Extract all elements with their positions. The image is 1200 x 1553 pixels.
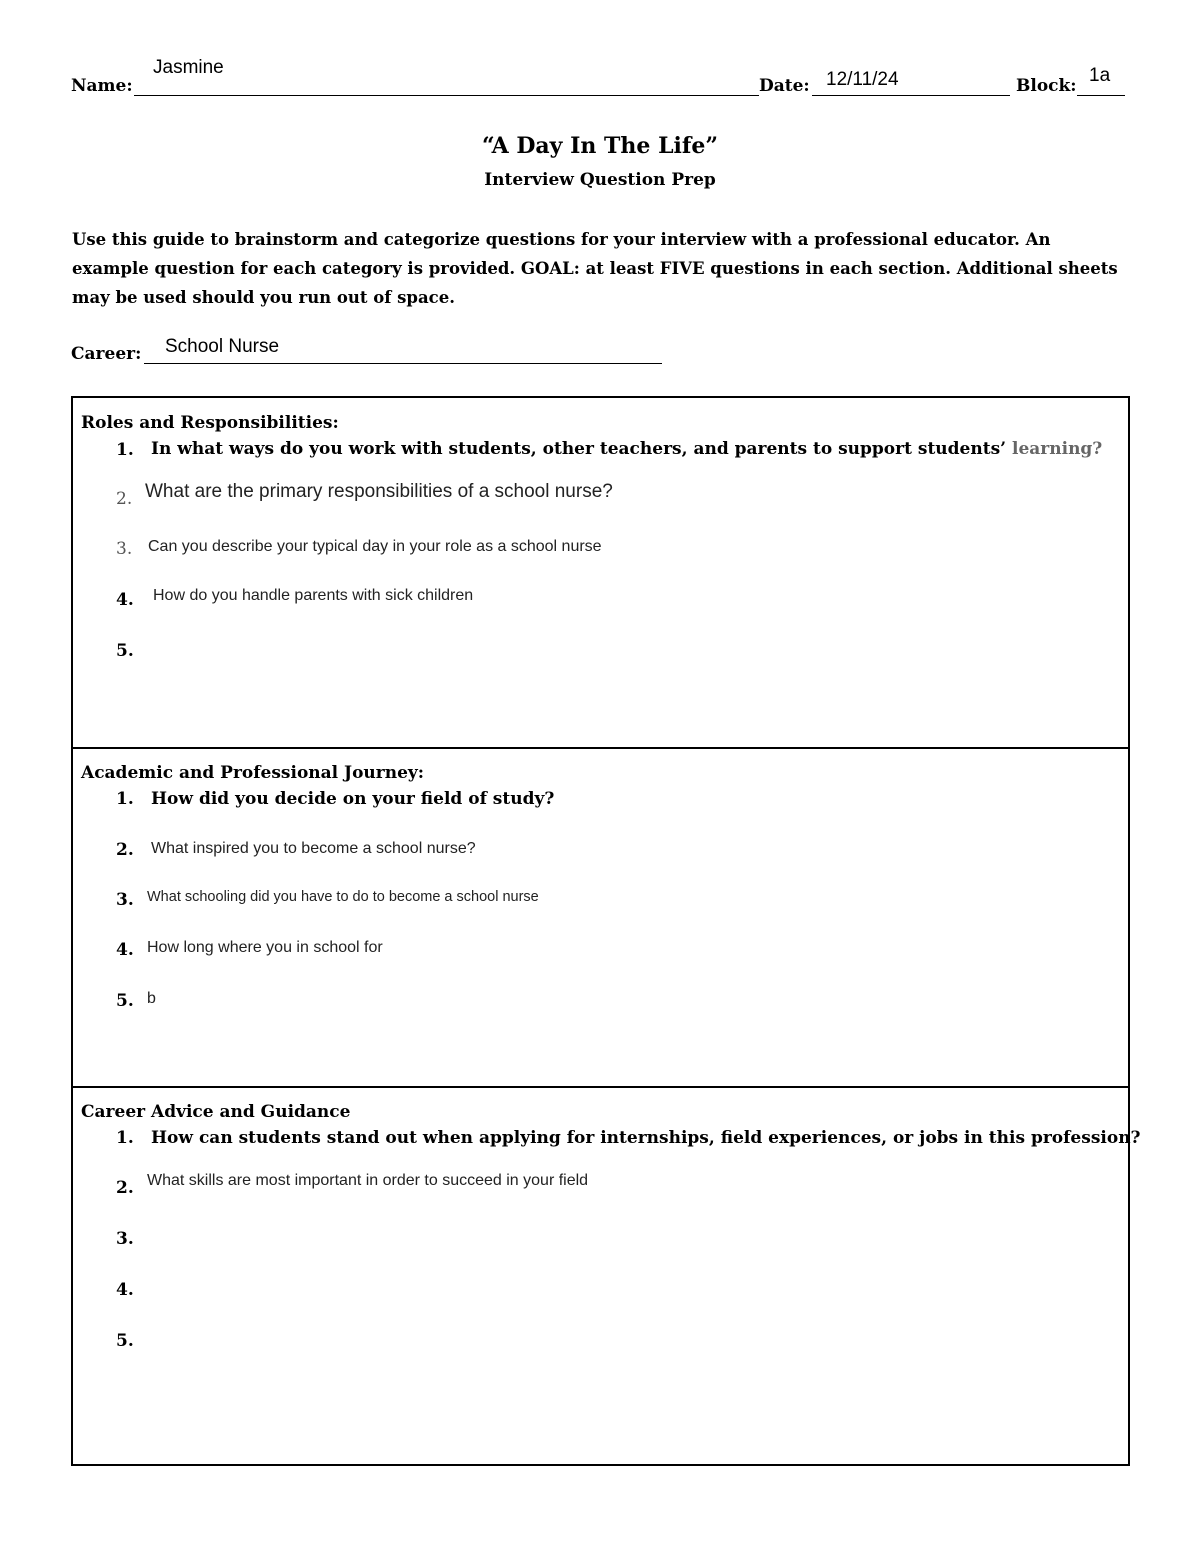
block-underline [1077, 95, 1125, 96]
page-subtitle: Interview Question Prep [484, 170, 716, 190]
section-title-advice: Career Advice and Guidance [81, 1102, 351, 1122]
block-field[interactable]: 1a [1089, 65, 1111, 86]
answer-field[interactable]: Can you describe your typical day in your role as a school nurse [148, 538, 602, 555]
answer-field[interactable]: What inspired you to become a school nurse? [151, 840, 476, 857]
block-label: Block: [1016, 76, 1077, 96]
date-label: Date: [759, 76, 810, 96]
answer-field[interactable]: What schooling did you have to do to become a school nurse [147, 889, 539, 905]
question-number: 4. [116, 1280, 134, 1300]
question-number: 2. [116, 840, 134, 860]
page-title: “A Day In The Life” [481, 133, 719, 159]
question-number: 1. [116, 440, 134, 460]
answer-field[interactable]: What skills are most important in order to succeed in your field [147, 1172, 589, 1189]
question-number: 5. [116, 991, 134, 1011]
date-underline [812, 95, 1010, 96]
question-number: 2. [116, 1178, 134, 1198]
question-number: 3. [116, 1229, 134, 1249]
questions-box [71, 396, 1130, 1466]
question-number: 2. [116, 489, 133, 509]
section-divider [71, 1086, 1130, 1088]
example-question: In what ways do you work with students, other teachers, and parents to support students’ learning? [151, 439, 1103, 459]
question-number: 4. [116, 940, 134, 960]
career-label: Career: [71, 344, 142, 364]
section-divider [71, 747, 1130, 749]
section-title-journey: Academic and Professional Journey: [81, 763, 425, 783]
question-number: 1. [116, 789, 134, 809]
answer-field[interactable]: How long where you in school for [147, 939, 383, 956]
question-number: 5. [116, 641, 134, 661]
instructions-paragraph: Use this guide to brainstorm and categorize questions for your interview with a professional educator. An example question for each category is provided. GOAL: at least FIVE questions in each section. Additional sheets may be used should you run out of space. [72, 230, 1118, 307]
answer-field[interactable]: How do you handle parents with sick children [153, 587, 474, 604]
answer-field[interactable]: b [147, 990, 156, 1007]
question-number: 1. [116, 1128, 134, 1148]
question-number: 3. [116, 539, 133, 559]
career-underline [144, 363, 662, 364]
answer-field[interactable]: What are the primary responsibilities of a school nurse? [145, 481, 613, 502]
example-question: How did you decide on your field of study? [151, 789, 555, 809]
question-number: 5. [116, 1331, 134, 1351]
example-question: How can students stand out when applying for internships, field experiences, or jobs in this profession? [151, 1128, 1141, 1148]
name-field[interactable]: Jasmine [153, 57, 224, 78]
question-number: 4. [116, 590, 134, 610]
section-title-roles: Roles and Responsibilities: [81, 413, 339, 433]
name-underline [134, 95, 759, 96]
name-label: Name: [71, 76, 133, 96]
date-field[interactable]: 12/11/24 [826, 69, 899, 90]
career-field[interactable]: School Nurse [165, 336, 280, 357]
question-number: 3. [116, 890, 134, 910]
